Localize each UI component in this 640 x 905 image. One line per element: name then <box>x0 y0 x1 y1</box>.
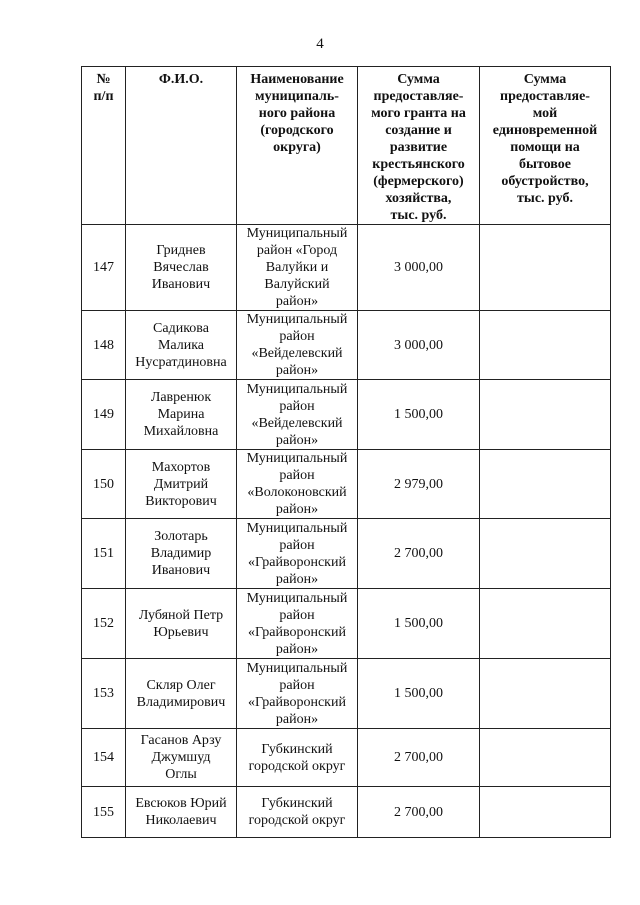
table-row <box>82 225 611 311</box>
row-number: 154 <box>82 729 126 787</box>
grant-table <box>81 66 611 838</box>
row-district: Губкинский городской округ <box>237 729 358 787</box>
row-grant-amount: 2 700,00 <box>358 787 480 838</box>
row-district: Муниципальный район «Вейделевский район» <box>237 380 358 450</box>
row-number: 150 <box>82 450 126 519</box>
table-row <box>82 519 611 589</box>
row-full-name: Скляр Олег Владимирович <box>126 659 237 729</box>
row-district: Губкинский городской округ <box>237 787 358 838</box>
row-full-name: Гриднев Вячеслав Иванович <box>126 225 237 311</box>
row-aid-amount <box>480 729 611 787</box>
row-number: 149 <box>82 380 126 450</box>
row-district: Муниципальный район «Город Валуйки и Валуйский район» <box>237 225 358 311</box>
row-full-name: Лавренюк Марина Михайловна <box>126 380 237 450</box>
header-aid-amount: Сумма предоставляе- мой единовременной помощи на бытовое обустройство, тыс. руб. <box>480 67 611 225</box>
row-grant-amount: 3 000,00 <box>358 311 480 380</box>
table-row <box>82 729 611 787</box>
table-row <box>82 787 611 838</box>
table-row <box>82 589 611 659</box>
row-full-name: Гасанов Арзу Джумшуд Оглы <box>126 729 237 787</box>
row-district: Муниципальный район «Грайворонский район» <box>237 519 358 589</box>
row-aid-amount <box>480 787 611 838</box>
row-aid-amount <box>480 659 611 729</box>
row-grant-amount: 1 500,00 <box>358 589 480 659</box>
header-district: Наименование муниципаль- ного района (городского округа) <box>237 67 358 225</box>
row-number: 155 <box>82 787 126 838</box>
row-district: Муниципальный район «Грайворонский район» <box>237 589 358 659</box>
row-grant-amount: 2 979,00 <box>358 450 480 519</box>
row-aid-amount <box>480 380 611 450</box>
header-full-name: Ф.И.О. <box>126 67 237 225</box>
header-grant-amount: Сумма предоставляе- мого гранта на создание и развитие крестьянского (фермерского) хозяйства, тыс. руб. <box>358 67 480 225</box>
row-district: Муниципальный район «Волоконовский район» <box>237 450 358 519</box>
row-district: Муниципальный район «Грайворонский район» <box>237 659 358 729</box>
row-number: 152 <box>82 589 126 659</box>
row-grant-amount: 3 000,00 <box>358 225 480 311</box>
row-aid-amount <box>480 311 611 380</box>
row-grant-amount: 1 500,00 <box>358 659 480 729</box>
row-grant-amount: 1 500,00 <box>358 380 480 450</box>
row-full-name: Евсюков Юрий Николаевич <box>126 787 237 838</box>
row-grant-amount: 2 700,00 <box>358 729 480 787</box>
row-full-name: Лубяной Петр Юрьевич <box>126 589 237 659</box>
row-district: Муниципальный район «Вейделевский район» <box>237 311 358 380</box>
row-number: 153 <box>82 659 126 729</box>
table-row <box>82 311 611 380</box>
row-grant-amount: 2 700,00 <box>358 519 480 589</box>
row-full-name: Махортов Дмитрий Викторович <box>126 450 237 519</box>
table-row <box>82 450 611 519</box>
table-row <box>82 659 611 729</box>
page-number: 4 <box>316 36 324 52</box>
row-aid-amount <box>480 450 611 519</box>
row-full-name: Золотарь Владимир Иванович <box>126 519 237 589</box>
row-number: 151 <box>82 519 126 589</box>
row-number: 147 <box>82 225 126 311</box>
row-aid-amount <box>480 589 611 659</box>
row-number: 148 <box>82 311 126 380</box>
row-full-name: Садикова Малика Нусратдиновна <box>126 311 237 380</box>
table-row <box>82 380 611 450</box>
header-number: № п/п <box>82 67 126 225</box>
row-aid-amount <box>480 225 611 311</box>
row-aid-amount <box>480 519 611 589</box>
header-row <box>82 67 611 225</box>
